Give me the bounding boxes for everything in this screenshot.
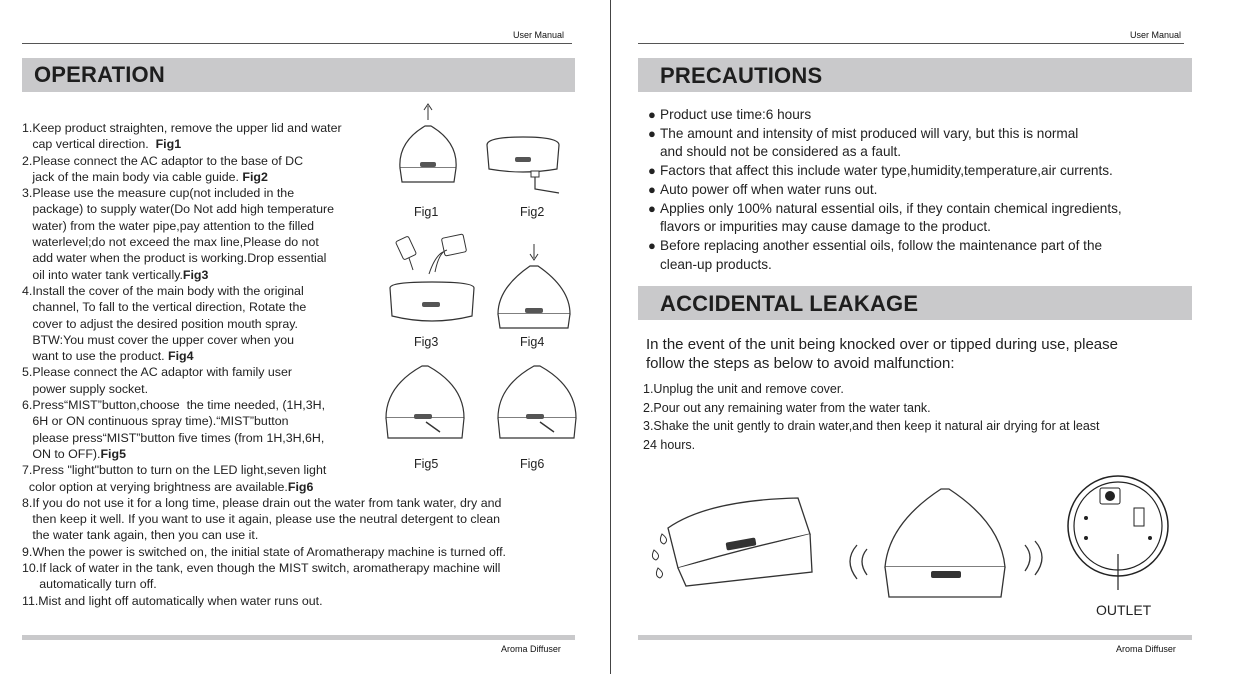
operation-text: 6H or ON continuous spray time).“MIST”button xyxy=(22,414,289,429)
operation-text: 1.Keep product straighten, remove the upper lid and water xyxy=(22,121,342,135)
operation-line xyxy=(22,413,562,429)
header-text: User Manual xyxy=(513,30,565,40)
leakage-step: 1.Unplug the unit and remove cover. xyxy=(643,382,844,396)
fig1-illustration xyxy=(388,102,468,190)
intro-line: In the event of the unit being knocked over or tipped during use, please xyxy=(646,336,1118,353)
operation-line xyxy=(22,544,562,560)
operation-text: 10.If lack of water in the tank, even though the MIST switch, aromatherapy machine will xyxy=(22,561,501,576)
left-page xyxy=(0,0,610,674)
operation-text: ON to OFF). xyxy=(22,446,101,461)
leakage-step: 3.Shake the unit gently to drain water,and then keep it natural air drying for at least xyxy=(643,419,1100,433)
precautions-list xyxy=(648,106,1208,274)
operation-line xyxy=(22,364,562,380)
header-text: User Manual xyxy=(1130,30,1182,40)
operation-line xyxy=(22,169,562,185)
footer-rule xyxy=(638,635,1192,640)
operation-text: cover to adjust the desired position mouth spray. xyxy=(22,316,298,331)
operation-line xyxy=(22,299,562,315)
figure-reference: Fig4 xyxy=(168,349,194,364)
precaution-text: Product use time:6 hours xyxy=(660,107,812,122)
precaution-text: Applies only 100% natural essential oils, if they contain chemical ingredients, xyxy=(660,200,1122,216)
operation-text: 6.Press“MIST”button,choose the time needed, (1H,3H, xyxy=(22,398,326,413)
bullet-icon: ● xyxy=(648,125,656,141)
precaution-item xyxy=(648,162,1208,181)
precautions-band xyxy=(638,58,1192,92)
footer-text: Aroma Diffuser xyxy=(501,644,561,654)
operation-text: oil into water tank vertically. xyxy=(22,267,183,282)
operation-text: cap vertical direction. xyxy=(22,137,156,152)
leakage-intro xyxy=(646,335,1176,373)
operation-text: channel, To fall to the vertical direction, Rotate the xyxy=(22,300,307,315)
precaution-item xyxy=(648,106,1208,125)
precaution-text: and should not be considered as a fault. xyxy=(660,144,902,160)
operation-text: automatically turn off. xyxy=(22,577,157,592)
operation-line xyxy=(22,462,562,478)
intro-line: follow the steps as below to avoid malfunction: xyxy=(646,355,955,372)
header-rule xyxy=(22,43,572,44)
operation-line xyxy=(22,136,562,152)
precautions-title: PRECAUTIONS xyxy=(660,63,823,88)
operation-line xyxy=(22,201,562,217)
operation-line xyxy=(22,430,562,446)
operation-text: want to use the product. xyxy=(22,349,169,364)
outlet-label: OUTLET xyxy=(1096,602,1152,618)
operation-text: water) from the water pipe,pay attention to the filled xyxy=(22,218,315,233)
fig4-label: Fig4 xyxy=(520,335,545,349)
operation-text: the water tank again, then you can use it. xyxy=(22,528,259,543)
precaution-text: The amount and intensity of mist produced will vary, but this is normal xyxy=(660,125,1079,141)
operation-text: 11.Mist and light off automatically when water runs out. xyxy=(22,593,323,608)
figure-reference: Fig2 xyxy=(242,169,268,184)
fig6-illustration xyxy=(492,362,582,452)
figure-reference: Fig6 xyxy=(287,479,314,494)
operation-line xyxy=(22,511,562,527)
fig1-label: Fig1 xyxy=(414,205,439,219)
precaution-text: Factors that affect this include water type,humidity,temperature,air currents. xyxy=(660,163,1113,179)
operation-text: color option at verying brightness are available. xyxy=(22,479,288,494)
shaking-diffuser-illustration xyxy=(835,485,1060,605)
leakage-title: ACCIDENTAL LEAKAGE xyxy=(660,291,919,316)
precaution-item xyxy=(648,237,1208,256)
section-band xyxy=(22,58,575,92)
leakage-step: 2.Pour out any remaining water from the water tank. xyxy=(643,400,931,415)
leakage-step: 24 hours. xyxy=(643,437,696,452)
operation-text: please press“MIST”button five times (from 1H,3H,6H, xyxy=(22,430,325,445)
operation-line xyxy=(22,250,562,266)
operation-line xyxy=(22,479,562,495)
operation-text: 4.Install the cover of the main body with the original xyxy=(22,283,304,298)
fig3-base-illustration xyxy=(386,280,478,332)
operation-line xyxy=(22,218,562,234)
operation-line xyxy=(22,283,562,299)
precaution-item xyxy=(648,181,1208,200)
footer-text: Aroma Diffuser xyxy=(1116,644,1176,654)
operation-text: add water when the product is working.Drop essential xyxy=(22,251,327,266)
operation-line xyxy=(22,527,562,543)
operation-line xyxy=(22,381,562,397)
operation-text: 7.Press "light"button to turn on the LED light,seven light xyxy=(22,463,327,478)
fig3-label: Fig3 xyxy=(414,335,439,349)
footer-rule xyxy=(22,635,575,640)
fig5-illustration xyxy=(380,362,470,452)
page-divider xyxy=(610,0,611,674)
precaution-item xyxy=(648,125,1208,144)
section-title: OPERATION xyxy=(34,62,165,87)
operation-text: 5.Please connect the AC adaptor with family user xyxy=(22,365,292,380)
operation-text: power supply socket. xyxy=(22,381,149,396)
operation-line xyxy=(22,332,562,348)
operation-line xyxy=(22,234,562,250)
operation-line xyxy=(22,185,562,201)
operation-line xyxy=(22,397,562,413)
operation-line xyxy=(22,348,562,364)
precaution-item xyxy=(648,200,1208,219)
operation-text: BTW:You must cover the upper cover when you xyxy=(22,332,295,347)
leakage-steps xyxy=(643,380,1183,454)
operation-line xyxy=(22,153,562,169)
operation-text: package) to supply water(Do Not add high temperature xyxy=(22,202,334,217)
operation-line xyxy=(22,593,562,609)
precaution-text: Auto power off when water runs out. xyxy=(660,181,878,197)
precaution-text: flavors or impurities may cause damage to the product. xyxy=(660,219,991,235)
operation-text: jack of the main body via cable guide. xyxy=(22,169,243,184)
tipped-diffuser-illustration xyxy=(648,490,818,590)
bullet-icon: ● xyxy=(648,237,656,253)
fig4-illustration xyxy=(490,242,578,334)
fig5-label: Fig5 xyxy=(414,457,439,471)
operation-text: 8.If you do not use it for a long time, please drain out the water from tank water, dry and xyxy=(22,495,502,510)
fig2-label: Fig2 xyxy=(520,205,545,219)
operation-line xyxy=(22,120,562,136)
operation-line xyxy=(22,576,562,592)
operation-line xyxy=(22,560,562,576)
operation-line xyxy=(22,495,562,511)
bullet-icon: ● xyxy=(648,107,656,122)
operation-steps xyxy=(22,120,562,609)
fig3-illustration xyxy=(395,232,475,282)
header-rule xyxy=(638,43,1184,44)
fig6-label: Fig6 xyxy=(520,457,545,471)
operation-text: 9.When the power is switched on, the initial state of Aromatherapy machine is turned off. xyxy=(22,544,506,559)
figure-reference: Fig5 xyxy=(100,446,126,461)
operation-line xyxy=(22,316,562,332)
operation-text: waterlevel;do not exceed the max line,Please do not xyxy=(22,235,319,250)
precaution-text: Before replacing another essential oils, follow the maintenance part of the xyxy=(660,237,1103,253)
bullet-icon: ● xyxy=(648,181,656,197)
operation-line xyxy=(22,446,562,462)
operation-text: 3.Please use the measure cup(not included in the xyxy=(22,186,295,201)
bullet-icon: ● xyxy=(648,200,656,216)
operation-text: 2.Please connect the AC adaptor to the base of DC xyxy=(22,153,304,168)
operation-line xyxy=(22,267,562,283)
precaution-text: clean-up products. xyxy=(660,256,772,272)
operation-text: then keep it well. If you want to use it again, please use the neutral detergent to clean xyxy=(22,512,501,527)
bullet-icon: ● xyxy=(648,163,656,179)
figure-reference: Fig1 xyxy=(155,137,182,152)
base-outlet-illustration xyxy=(1062,472,1174,592)
leakage-band xyxy=(638,286,1192,320)
figure-reference: Fig3 xyxy=(182,267,209,282)
fig2-illustration xyxy=(483,135,563,203)
